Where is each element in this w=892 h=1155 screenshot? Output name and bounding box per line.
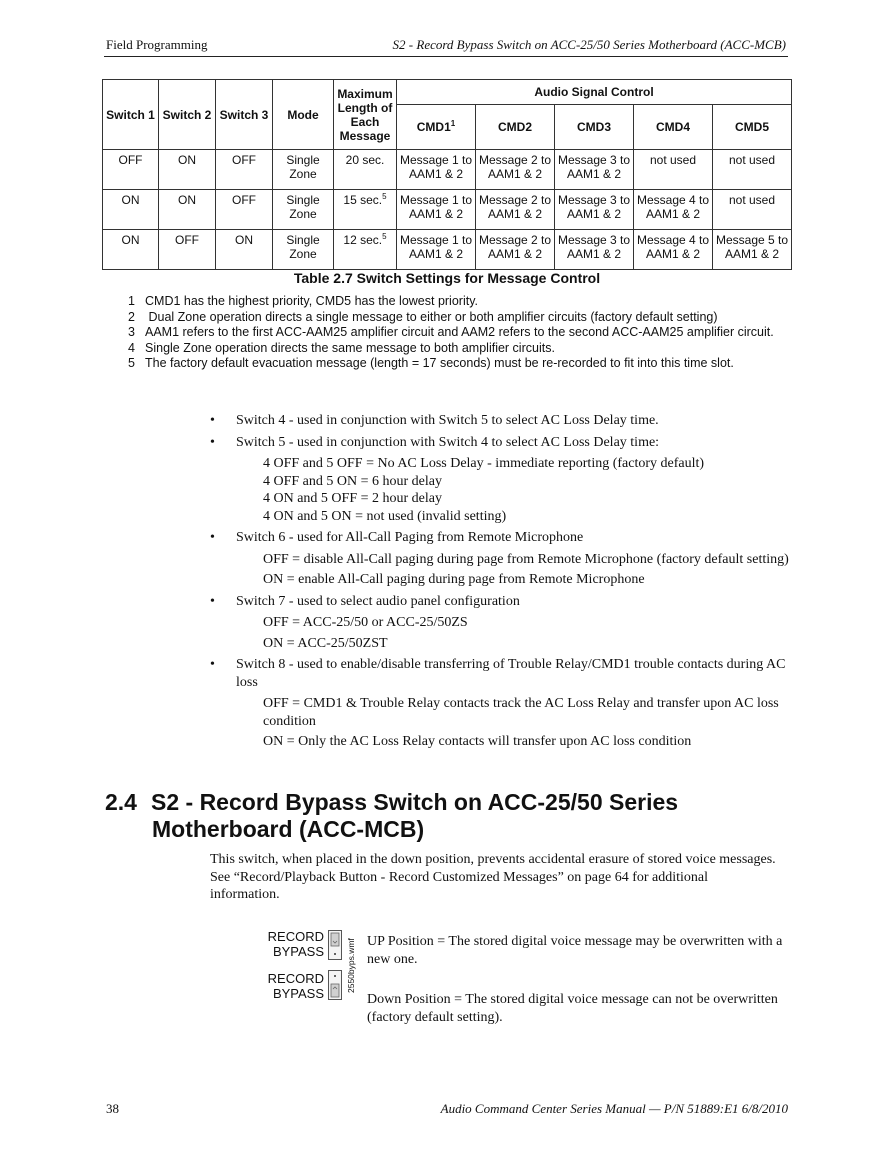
running-footer: Audio Command Center Series Manual — P/N 51889:E1 6/8/2010 (440, 1101, 788, 1116)
col-header-cmd2: CMD2 (476, 105, 555, 150)
table-cell-cmd1: Message 1 to AAM1 & 2 (397, 190, 476, 230)
table-row (103, 150, 792, 190)
table-cell-cmd3: Message 3 to AAM1 & 2 (555, 230, 634, 270)
footnote-text: CMD1 has the highest priority, CMD5 has the lowest priority. (145, 294, 478, 308)
figure-filename: 2550byps.wmf (346, 938, 356, 993)
setting-line: ON = Only the AC Loss Relay contacts will transfer upon AC loss condition (263, 734, 692, 749)
table-cell-cmd1: Message 1 to AAM1 & 2 (397, 150, 476, 190)
section-number: 2.4 (105, 789, 137, 815)
footnote-number: 4 (128, 340, 135, 355)
table-cell-cmd2: Message 2 to AAM1 & 2 (476, 230, 555, 270)
list-item (210, 529, 792, 589)
record-bypass-switch-figure (262, 927, 362, 1007)
setting-line: 4 OFF and 5 OFF = No AC Loss Delay - immediate reporting (factory default) (263, 456, 705, 471)
switch-up-icon (328, 930, 342, 960)
setting-line: OFF = disable All-Call paging during page from Remote Microphone (factory default setting) (263, 551, 789, 567)
bullet-icon: • (210, 593, 215, 609)
table-cell-s2: ON (159, 190, 216, 230)
table-cell-s2: OFF (159, 230, 216, 270)
list-item (210, 434, 792, 526)
col-header-audio-signal-control: Audio Signal Control (397, 80, 792, 105)
footnote-item (128, 325, 778, 341)
footnote-number: 2 (128, 309, 135, 324)
table-cell-cmd2: Message 2 to AAM1 & 2 (476, 150, 555, 190)
running-header-right: S2 - Record Bypass Switch on ACC-25/50 Series Motherboard (ACC-MCB) (392, 37, 786, 52)
table-cell-cmd5: Message 5 to AAM1 & 2 (713, 230, 792, 270)
section-title-line-1: S2 - Record Bypass Switch on ACC-25/50 Series (151, 789, 679, 815)
list-item-text: Switch 5 - used in conjunction with Switch 4 to select AC Loss Delay time: (236, 434, 660, 450)
bullet-icon: • (210, 657, 215, 672)
table-cell-s1: OFF (103, 150, 159, 190)
footnote-ref: 5 (382, 232, 387, 241)
table-cell-cmd4: Message 4 to AAM1 & 2 (634, 190, 713, 230)
section-heading (105, 789, 745, 843)
col-header-mode: Mode (273, 80, 334, 150)
table-cell-cmd4: Message 4 to AAM1 & 2 (634, 230, 713, 270)
list-item-text: Switch 4 - used in conjunction with Switch 5 to select AC Loss Delay time. (236, 413, 659, 428)
table-cell-mode: Single Zone (273, 190, 334, 230)
table-cell-cmd2: Message 2 to AAM1 & 2 (476, 190, 555, 230)
table-cell-cmd1: Message 1 to AAM1 & 2 (397, 230, 476, 270)
table-cell-len: 15 sec.$^5$ (334, 190, 397, 230)
table-cell-s1: ON (103, 230, 159, 270)
setting-line: ON = enable All-Call paging during page from Remote Microphone (263, 572, 645, 587)
footnote-item (128, 294, 778, 310)
switch-label-up: RECORD BYPASS (267, 929, 324, 959)
footnote-number: 1 (128, 294, 135, 308)
footnote-text: AAM1 refers to the first ACC-AAM25 amplifier circuit and AAM2 refers to the second ACC-AAM25 amplifier circuit. (145, 325, 774, 339)
switch-description-list (210, 408, 792, 751)
setting-line: ON = ACC-25/50ZST (263, 635, 388, 651)
col-header-cmd3: CMD3 (555, 105, 634, 150)
list-item-text: Switch 6 - used for All-Call Paging from Remote Microphone (236, 530, 584, 545)
footnote-ref: 1 (450, 119, 456, 128)
table-footnotes (128, 294, 778, 372)
setting-line: 4 ON and 5 ON = not used (invalid setting) (263, 508, 507, 524)
table-cell-cmd4: not used (634, 150, 713, 190)
list-item-text: Switch 8 - used to enable/disable transferring of Trouble Relay/CMD1 trouble contacts during AC loss (236, 657, 786, 690)
header-rule (104, 56, 788, 57)
col-header-switch-2: Switch 2 (159, 80, 216, 150)
up-position-text: UP Position = The stored digital voice message may be overwritten with a new one. (367, 934, 783, 967)
footnote-number: 3 (128, 325, 135, 339)
list-item-text: Switch 7 - used to select audio panel configuration (236, 593, 520, 609)
list-item (210, 656, 792, 751)
table-cell-s3: OFF (216, 190, 273, 230)
setting-line: 4 OFF and 5 ON = 6 hour delay (263, 473, 442, 489)
footnote-text: The factory default evacuation message (length = 17 seconds) must be re-recorded to fit into this time slot. (145, 356, 734, 370)
table-caption: Table 2.7 Switch Settings for Message Control (293, 270, 601, 286)
table-cell-s2: ON (159, 150, 216, 190)
table-cell-cmd5: not used (713, 150, 792, 190)
table-cell-s3: OFF (216, 150, 273, 190)
col-header-cmd5: CMD5 (713, 105, 792, 150)
table-cell-s1: ON (103, 190, 159, 230)
table-cell-len: 12 sec.$^5$ (334, 230, 397, 270)
table-row (103, 190, 792, 230)
col-header-switch-3: Switch 3 (216, 80, 273, 150)
footnote-item (128, 310, 778, 326)
page-number: 38 (106, 1101, 119, 1116)
setting-line: OFF = ACC-25/50 or ACC-25/50ZS (263, 615, 468, 630)
section-paragraph: This switch, when placed in the down position, prevents accidental erasure of stored voice messages. See “Record/Playback Button - Record Customized Messages” on page 64 for additional information. (210, 852, 776, 902)
footnote-item (128, 341, 778, 357)
table-cell-s3: ON (216, 230, 273, 270)
footnote-text: Dual Zone operation directs a single message to either or both amplifier circuits (factory default setting) (145, 309, 718, 324)
switch-label-down: RECORD BYPASS (267, 971, 324, 1001)
table-cell-cmd3: Message 3 to AAM1 & 2 (555, 150, 634, 190)
bullet-icon: • (210, 434, 215, 450)
col-header-max-length: Maximum Length of Each Message (334, 80, 397, 150)
down-position-text: Down Position = The stored digital voice message can not be overwritten (factory default setting). (367, 992, 778, 1025)
bullet-icon: • (210, 413, 215, 428)
col-header-switch-1: Switch 1 (103, 80, 159, 150)
table-cell-cmd3: Message 3 to AAM1 & 2 (555, 190, 634, 230)
table-cell-len: 20 sec. (334, 150, 397, 190)
switch-settings-table (102, 79, 792, 270)
footnote-number: 5 (128, 356, 135, 370)
list-item (210, 593, 792, 653)
col-header-cmd4: CMD4 (634, 105, 713, 150)
table-cell-mode: Single Zone (273, 150, 334, 190)
bullet-icon: • (210, 530, 215, 545)
setting-line: OFF = CMD1 & Trouble Relay contacts track the AC Loss Relay and transfer upon AC loss condition (263, 696, 779, 729)
section-title-line-2: Motherboard (ACC-MCB) (152, 816, 425, 842)
footnote-item (128, 356, 778, 372)
setting-line: 4 ON and 5 OFF = 2 hour delay (263, 491, 442, 506)
col-header-cmd1: $CMD1^1$ (397, 105, 476, 150)
table-row (103, 230, 792, 270)
footnote-ref: 5 (382, 192, 387, 201)
running-header-left: Field Programming (106, 37, 208, 52)
footnote-text: Single Zone operation directs the same message to both amplifier circuits. (145, 340, 555, 355)
table-cell-cmd5: not used (713, 190, 792, 230)
switch-down-icon (328, 970, 342, 1000)
list-item (210, 412, 792, 430)
table-cell-mode: Single Zone (273, 230, 334, 270)
